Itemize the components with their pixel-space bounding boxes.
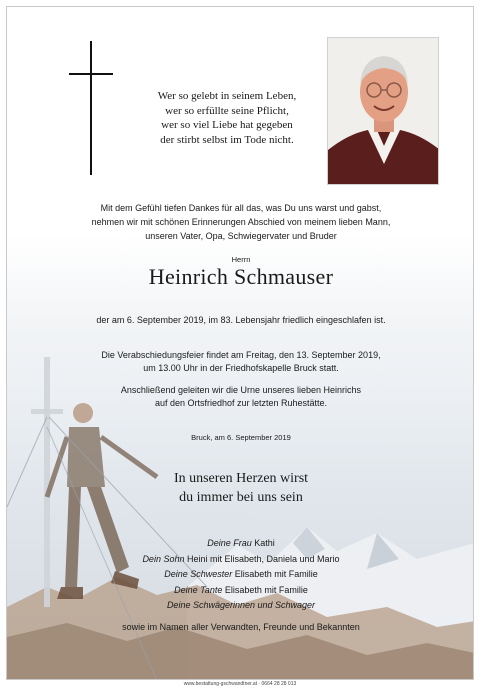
closing-line: sowie im Namen aller Verwandten, Freunde und Bekannten bbox=[122, 621, 360, 632]
service-info bbox=[7, 349, 474, 375]
honorific: Herrn bbox=[231, 255, 251, 264]
mourner-names: Elisabeth mit Familie bbox=[222, 584, 308, 595]
place-date: Bruck, am 6. September 2019 bbox=[191, 433, 291, 442]
memorial-poem bbox=[127, 89, 327, 147]
service-line: Die Verabschiedungsfeier findet am Freitag, den 13. September 2019, bbox=[101, 350, 381, 360]
burial-line: auf den Ortsfriedhof zur letzten Ruhestätte. bbox=[154, 398, 328, 408]
burial-line: Anschließend geleiten wir die Urne unseres lieben Heinrichs bbox=[120, 385, 362, 395]
mourner-line bbox=[7, 567, 474, 583]
deceased-name: Heinrich Schmauser bbox=[148, 264, 334, 289]
mourner-names: Heini mit Elisabeth, Daniela und Mario bbox=[184, 553, 340, 564]
service-line: um 13.00 Uhr in der Friedhofskapelle Bruck statt. bbox=[143, 363, 339, 373]
motto-line: In unseren Herzen wirst bbox=[173, 471, 309, 486]
motto-line: du immer bei uns sein bbox=[179, 490, 303, 505]
mourner-names: Elisabeth mit Familie bbox=[232, 569, 318, 579]
intro-line: nehmen wir mit schönen Erinnerungen Abschied von meinem lieben Mann, bbox=[91, 217, 391, 227]
poem-line: wer so viel Liebe hat gegeben bbox=[161, 119, 293, 131]
mourner-role: Deine Frau bbox=[207, 538, 252, 548]
poem-line: der stirbt selbst im Tode nicht. bbox=[160, 133, 294, 146]
mourner-role: Deine Schwester bbox=[164, 569, 233, 579]
mourner-names: Kathi bbox=[251, 538, 275, 548]
mourner-role: Dein Sohn bbox=[142, 553, 185, 564]
poem-line: wer so erfüllte seine Pflicht, bbox=[165, 104, 289, 117]
cross-icon bbox=[69, 41, 113, 175]
poem-line: Wer so gelebt in seinem Leben, bbox=[157, 90, 297, 102]
intro-line: unseren Vater, Opa, Schwiegervater und Bruder bbox=[145, 231, 337, 241]
mourner-line bbox=[7, 583, 474, 599]
intro-text bbox=[21, 201, 461, 243]
death-statement: der am 6. September 2019, im 83. Lebensjahr friedlich eingeschlafen ist. bbox=[96, 315, 386, 325]
mourner-role: Deine Schwägerinnen und Schwager bbox=[166, 600, 316, 610]
portrait-photo bbox=[327, 37, 439, 185]
intro-line: Mit dem Gefühl tiefen Dankes für all das, was Du uns warst und gabst, bbox=[100, 203, 382, 213]
burial-info bbox=[7, 384, 474, 410]
mourners-list bbox=[7, 536, 474, 635]
memorial-motto bbox=[7, 469, 474, 507]
mourner-line bbox=[7, 552, 474, 568]
mourner-role: Deine Tante bbox=[174, 584, 223, 595]
obituary-card bbox=[6, 6, 474, 680]
mourner-line bbox=[7, 598, 474, 614]
footer-contact: www.bestattung-gschwandtner.at · 0664 28 28 013 bbox=[183, 681, 297, 687]
mourner-line bbox=[7, 536, 474, 552]
